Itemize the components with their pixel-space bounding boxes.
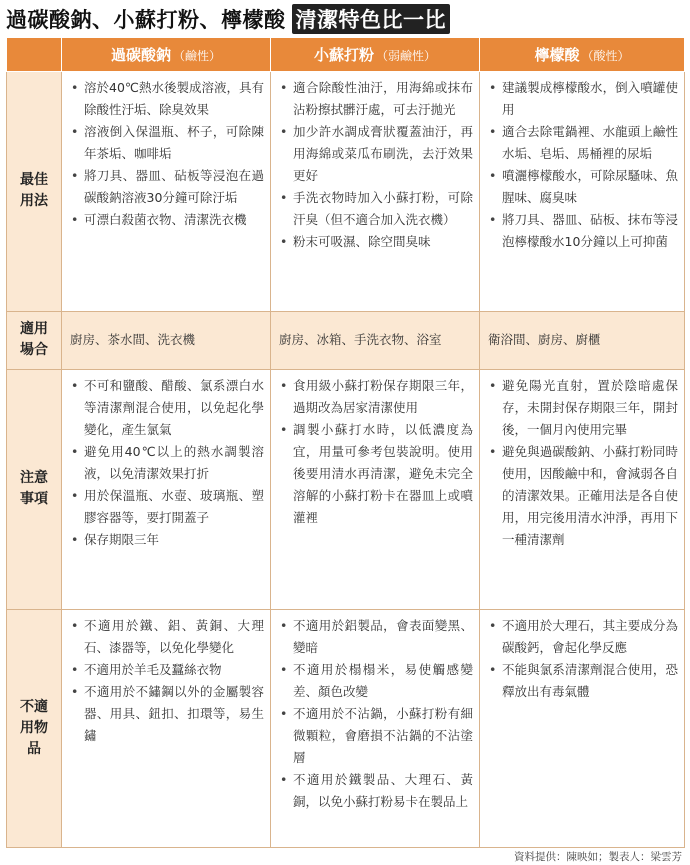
bullet-item: • 不能與氯系清潔劑混合使用，恐釋放出有毒氣體 [488,659,678,703]
bullet-list [488,375,678,551]
bullet-item: • 噴灑檸檬酸水，可除尿騷味、魚腥味、腐臭味 [488,165,678,209]
row-label-text: 注意 事項 [20,470,48,507]
bullet-item: • 粉末可吸濕、除空間臭味 [279,231,473,253]
row-label-text: 不適 用物 品 [20,698,48,757]
bullet-item: • 將刀具、器皿、砧板等浸泡在過碳酸鈉溶液30分鐘可除汙垢 [70,165,264,209]
cell-unsuitable-percarbonate [62,609,271,847]
bullet-list [70,375,264,551]
bullet-list [488,615,678,703]
bullet-list [488,77,678,253]
bullet-item: • 不適用於羊毛及蠶絲衣物 [70,659,264,681]
title-highlight: 清潔特色比一比 [292,4,451,34]
row-unsuitable-items [7,609,685,847]
bullet-item: • 不適用於鋁製品，會表面變黑、變暗 [279,615,473,659]
cell-usage-baking-soda [271,71,480,311]
header-citric-acid [480,38,685,71]
row-label [7,369,62,609]
bullet-item: • 手洗衣物時加入小蘇打粉，可除汗臭（但不適合加入洗衣機） [279,187,473,231]
bullet-item: • 避免陽光直射，置於陰暗處保存，未開封保存期限三年，開封後，一個月內使用完畢 [488,375,678,441]
header-name: 過碳酸鈉 [110,45,171,64]
row-precautions [7,369,685,609]
cell-notes-citric-acid [480,369,685,609]
row-label-text: 最佳 用法 [20,172,48,209]
header-name: 小蘇打粉 [313,45,374,64]
header-note: （酸性） [581,48,630,63]
bullet-item: • 加少許水調成膏狀覆蓋油汙，再用海綿或菜瓜布刷洗，去汙效果更好 [279,121,473,187]
bullet-item: • 不適用於不鏽鋼以外的金屬製容器、用具、鈕扣、扣環等，易生鏽 [70,681,264,747]
bullet-list [70,615,264,747]
page-title: 過碳酸鈉、小蘇打粉、檸檬酸 [6,8,286,32]
row-best-usage [7,71,685,311]
comparison-table [6,38,685,848]
bullet-item: • 用於保溫瓶、水壺、玻璃瓶、塑膠容器等，要打開蓋子 [70,485,264,529]
cell-unsuitable-baking-soda [271,609,480,847]
bullet-item: • 不適用於大理石，其主要成分為碳酸鈣，會起化學反應 [488,615,678,659]
bullet-item: • 避免用40℃以上的熱水調製溶液，以免清潔效果打折 [70,441,264,485]
row-applicable-places [7,311,685,369]
cell-usage-citric-acid [480,71,685,311]
header-note: （鹼性） [173,48,222,63]
bullet-item: • 不適用於鐵、鋁、黃銅、大理石、漆器等，以免化學變化 [70,615,264,659]
header-corner [7,38,62,71]
cell-places-baking-soda: 廚房、冰箱、手洗衣物、浴室 [271,311,480,369]
bullet-item: • 適合去除電鍋裡、水龍頭上鹼性水垢、皂垢、馬桶裡的尿垢 [488,121,678,165]
header-sodium-percarbonate [62,38,271,71]
row-label [7,71,62,311]
header-name: 檸檬酸 [534,45,580,64]
source-credit: 資料提供：陳映如；製表人：梁雲芳 [514,851,682,863]
bullet-item: • 將刀具、器皿、砧板、抹布等浸泡檸檬酸水10分鐘以上可抑菌 [488,209,678,253]
bullet-item: • 可漂白殺菌衣物、清潔洗衣機 [70,209,264,231]
bullet-item: • 不適用於鐵製品、大理石、黃銅，以免小蘇打粉易卡在製品上 [279,769,473,813]
cell-usage-percarbonate [62,71,271,311]
bullet-item: • 不適用於榻榻米，易使觸感變差、顏色改變 [279,659,473,703]
bullet-list [279,375,473,529]
bullet-item: • 避免與過碳酸鈉、小蘇打粉同時使用，因酸鹼中和，會減弱各自的清潔效果。正確用法是各自使用，用完後用清水沖淨，再用下一種清潔劑 [488,441,678,551]
bullet-item: • 調製小蘇打水時，以低濃度為宜，用量可參考包裝說明。使用後要用清水再清潔，避免未完全溶解的小蘇打粉卡在器皿上或噴灌裡 [279,419,473,529]
bullet-item: • 食用級小蘇打粉保存期限三年，過期改為居家清潔使用 [279,375,473,419]
title-bar [6,4,450,34]
row-label-text: 適用 場合 [20,321,48,358]
bullet-item: • 溶液倒入保溫瓶、杯子，可除陳年茶垢、咖啡垢 [70,121,264,165]
bullet-list [279,77,473,253]
cell-places-percarbonate: 廚房、茶水間、洗衣機 [62,311,271,369]
bullet-item: • 不可和鹽酸、醋酸、氯系漂白水等清潔劑混合使用，以免起化學變化，產生氯氣 [70,375,264,441]
bullet-item: • 溶於40℃熱水後製成溶液，具有除酸性汙垢、除臭效果 [70,77,264,121]
bullet-item: • 不適用於不沾鍋，小蘇打粉有細微顆粒，會磨損不沾鍋的不沾塗層 [279,703,473,769]
cell-notes-percarbonate [62,369,271,609]
header-baking-soda [271,38,480,71]
header-row [7,38,685,71]
bullet-item: • 適合除酸性油汙，用海綿或抹布沾粉擦拭髒汙處，可去汙拋光 [279,77,473,121]
header-note: （弱鹼性） [376,48,437,63]
bullet-item: • 保存期限三年 [70,529,264,551]
cell-notes-baking-soda [271,369,480,609]
bullet-list [70,77,264,231]
row-label [7,311,62,369]
bullet-item: • 建議製成檸檬酸水，倒入噴罐使用 [488,77,678,121]
bullet-list [279,615,473,813]
row-label [7,609,62,847]
cell-unsuitable-citric-acid [480,609,685,847]
cell-places-citric-acid: 衛浴間、廚房、廚櫃 [480,311,685,369]
